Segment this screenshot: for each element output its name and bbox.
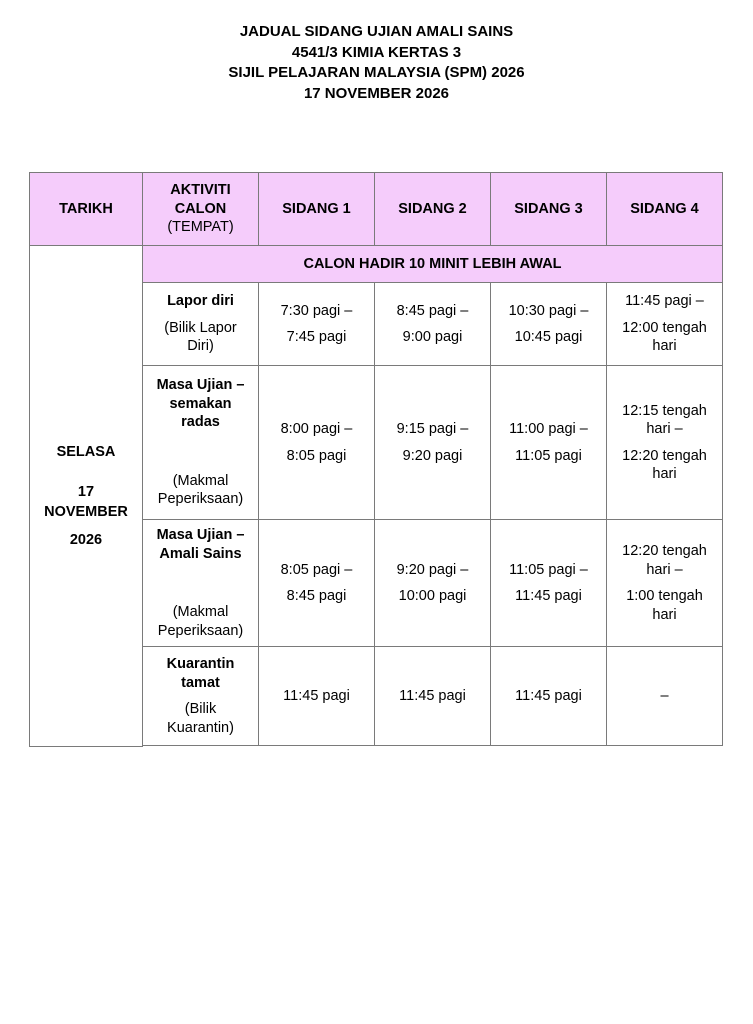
- sidang-1-time: 11:45 pagi: [259, 647, 375, 746]
- sidang-1-time: 7:30 pagi – 7:45 pagi: [259, 283, 375, 366]
- sidang-3-time: 10:30 pagi – 10:45 pagi: [491, 283, 607, 366]
- sidang-2-time: 9:15 pagi – 9:20 pagi: [375, 366, 491, 520]
- sidang-3-time: 11:45 pagi: [491, 647, 607, 746]
- sidang-1-time: 8:00 pagi – 8:05 pagi: [259, 366, 375, 520]
- activity-cell: Masa Ujian – Amali Sains (Makmal Peperiksaan): [143, 520, 259, 647]
- sidang-3-time: 11:05 pagi – 11:45 pagi: [491, 520, 607, 647]
- sidang-3-time: 11:00 pagi – 11:05 pagi: [491, 366, 607, 520]
- date-day: SELASA: [56, 443, 116, 460]
- document-title: [0, 22, 753, 104]
- header-tarikh: TARIKH: [30, 173, 143, 246]
- activity-cell: Kuarantin tamat (Bilik Kuarantin): [143, 647, 259, 746]
- band-row: [30, 246, 723, 283]
- activity-cell: Lapor diri (Bilik Lapor Diri): [143, 283, 259, 366]
- title-line-2: 4541/3 KIMIA KERTAS 3: [291, 43, 462, 61]
- header-sidang-1: SIDANG 1: [259, 173, 375, 246]
- schedule-table: [29, 172, 723, 747]
- activity-cell: Masa Ujian – semakan radas (Makmal Peperiksaan): [143, 366, 259, 520]
- sidang-1-time: 8:05 pagi – 8:45 pagi: [259, 520, 375, 647]
- date-year: 2026: [69, 531, 103, 548]
- date-number: 17: [77, 483, 95, 500]
- title-line-3: SIJIL PELAJARAN MALAYSIA (SPM) 2026: [228, 64, 525, 81]
- sidang-4-time: 12:20 tengah hari – 1:00 tengah hari: [607, 520, 723, 647]
- title-line-1: JADUAL SIDANG UJIAN AMALI SAINS: [239, 23, 514, 40]
- header-sidang-4: SIDANG 4: [607, 173, 723, 246]
- sidang-4-time: 11:45 pagi – 12:00 tengah hari: [607, 283, 723, 366]
- date-month: NOVEMBER: [44, 503, 128, 520]
- sidang-4-time: 12:15 tengah hari – 12:20 tengah hari: [607, 366, 723, 520]
- sidang-2-time: 9:20 pagi – 10:00 pagi: [375, 520, 491, 647]
- date-cell: [30, 246, 143, 747]
- sidang-2-time: 8:45 pagi – 9:00 pagi: [375, 283, 491, 366]
- header-sidang-3: SIDANG 3: [491, 173, 607, 246]
- arrival-notice: CALON HADIR 10 MINIT LEBIH AWAL: [143, 246, 723, 283]
- header-aktiviti: AKTIVITI CALON (TEMPAT): [143, 173, 259, 246]
- sidang-2-time: 11:45 pagi: [375, 647, 491, 746]
- sidang-4-time: –: [607, 647, 723, 746]
- header-sidang-2: SIDANG 2: [375, 173, 491, 246]
- title-line-4: 17 NOVEMBER 2026: [303, 84, 450, 102]
- table-header-row: [30, 173, 723, 246]
